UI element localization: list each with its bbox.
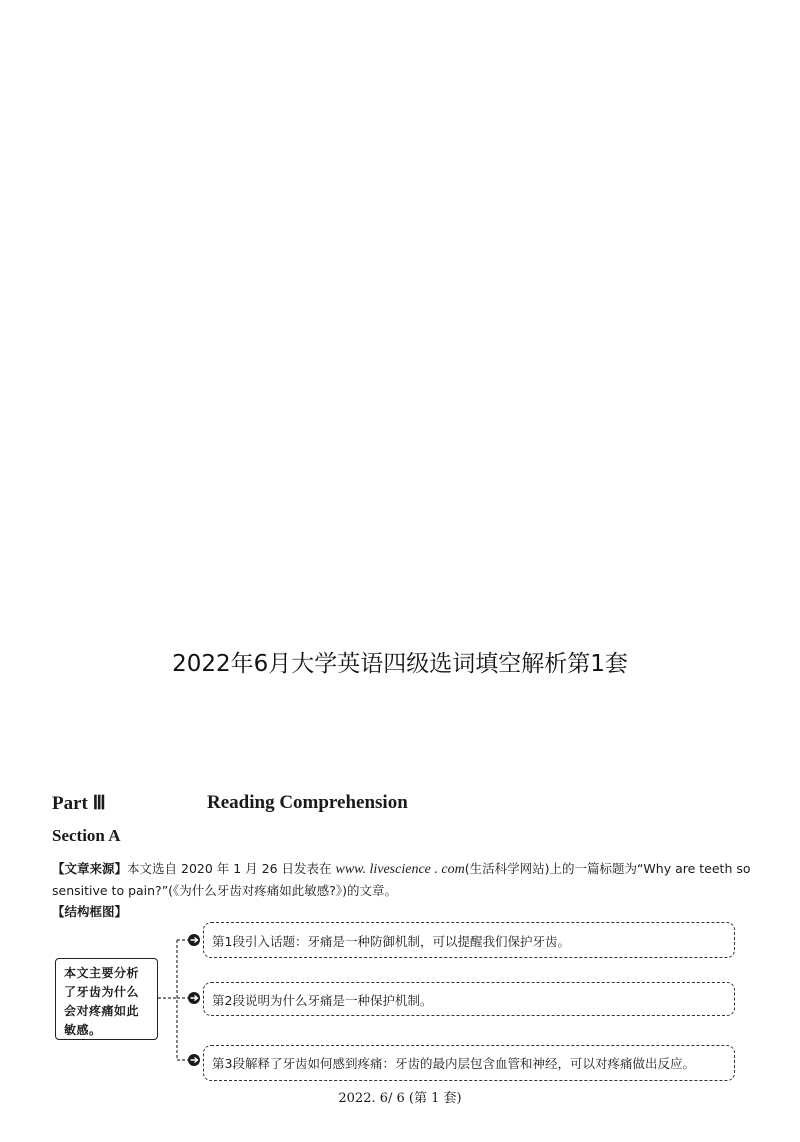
source-url: www. livescience . com (335, 862, 465, 877)
part-title: Reading Comprehension (207, 792, 408, 813)
page-footer: 2022. 6/ 6 (第 1 套) (338, 1091, 462, 1106)
part-heading (52, 792, 752, 818)
paragraph-summary-text: 第3段解释了牙齿如何感到疼痛：牙齿的最内层包含血管和神经，可以对疼痛做出反应。 (212, 1056, 695, 1071)
paragraph-summary-box (203, 1045, 735, 1081)
source-tag: 【文章来源】 (52, 861, 128, 876)
circled-arrow-icon (188, 992, 200, 1004)
source-text-before-url: 本文选自 2020 年 1 月 26 日发表在 (127, 861, 336, 876)
source-paragraph (52, 858, 752, 901)
circled-arrow-icon (188, 1054, 200, 1066)
source-text-after-url: (生活科学网站)上的一篇标题为“Why are teeth so sensitive to pain?”(《为什么牙齿对疼痛如此敏感?》)的文章。 (52, 861, 751, 898)
summary-box: 本文主要分析了牙齿为什么会对疼痛如此敏感。 (55, 958, 158, 1040)
part-label: Part Ⅲ (52, 793, 106, 814)
paragraph-summary-box (203, 922, 735, 958)
section-label: Section A (52, 826, 121, 845)
paragraph-summary-text: 第2段说明为什么牙痛是一种保护机制。 (212, 993, 433, 1008)
circled-arrow-icon (188, 934, 200, 946)
paragraph-summary-box (203, 982, 735, 1016)
page-title: 2022年6月大学英语四级选词填空解析第1套 (172, 651, 628, 677)
framework-label: 【结构框图】 (52, 904, 128, 919)
paragraph-summary-text: 第1段引入话题：牙痛是一种防御机制，可以提醒我们保护牙齿。 (212, 934, 570, 949)
